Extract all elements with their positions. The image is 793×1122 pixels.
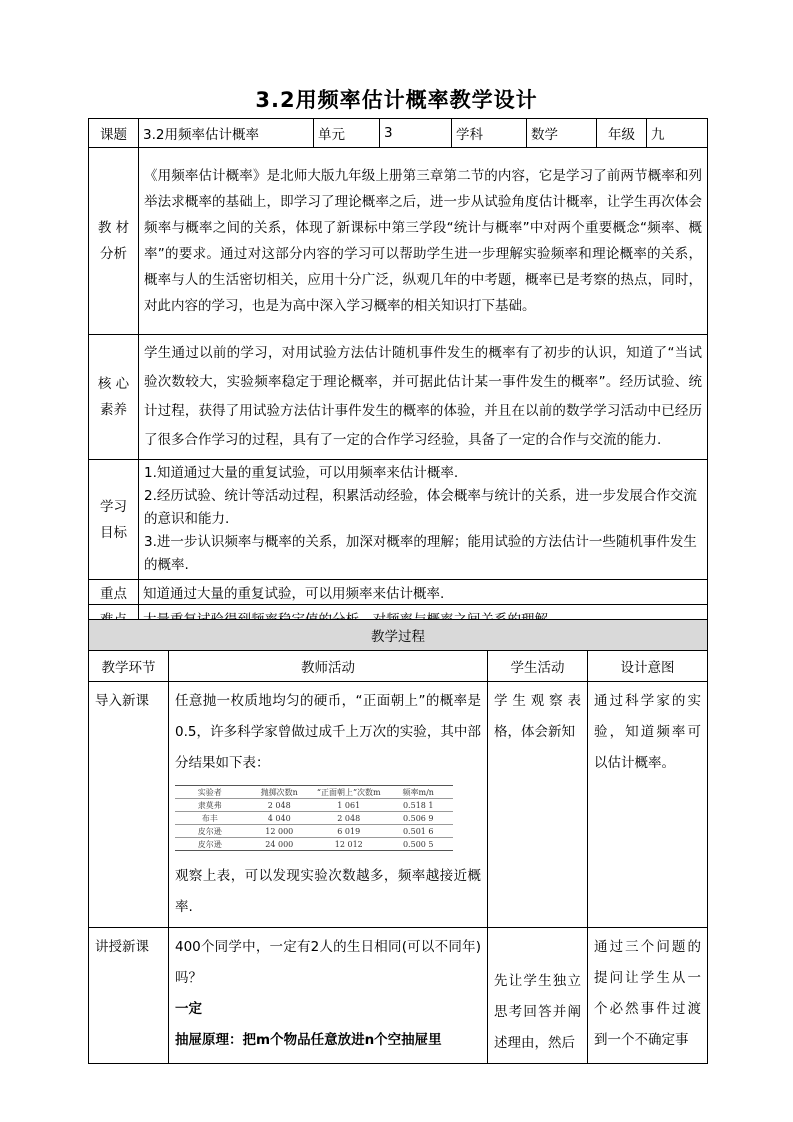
experiment-cell: 皮尔逊 bbox=[175, 825, 245, 838]
experiment-row bbox=[175, 825, 453, 838]
goals-row bbox=[89, 460, 708, 580]
teach-teacher-text-2: 一定 bbox=[175, 1001, 202, 1017]
goal-item: 3.进一步认识频率与概率的关系，加深对概率的理解；能用试验的方法估计一些随机事件发生的概率. bbox=[144, 534, 697, 573]
teach-teacher-text-1: 400个同学中，一定有2人的生日相同(可以不同年)吗？ bbox=[175, 939, 481, 986]
experiment-header: 频率m/n bbox=[384, 786, 454, 799]
literacy-row bbox=[89, 335, 708, 460]
experiment-cell: 6 019 bbox=[314, 825, 384, 838]
experiment-cell: 2 048 bbox=[314, 812, 384, 825]
process-columns-row bbox=[89, 651, 708, 682]
analysis-label bbox=[89, 148, 139, 335]
unit-label: 单元 bbox=[314, 119, 380, 148]
key-point-row bbox=[89, 580, 708, 605]
experiment-cell: 隶莫弗 bbox=[175, 799, 245, 812]
analysis-label-line-2: 分析 bbox=[100, 246, 127, 262]
teach-stage: 讲授新课 bbox=[89, 928, 169, 1064]
experiment-cell: 4 040 bbox=[245, 812, 315, 825]
analysis-row bbox=[89, 148, 708, 335]
course-label: 课题 bbox=[89, 119, 139, 148]
course-row bbox=[89, 119, 708, 148]
key-point-label: 重点 bbox=[89, 580, 139, 605]
experiment-cell: 2 048 bbox=[245, 799, 315, 812]
intro-intent: 通过科学家的实验，知道频率可以估计概率。 bbox=[588, 682, 708, 928]
experiment-cell: 布丰 bbox=[175, 812, 245, 825]
goal-item: 1.知道通过大量的重复试验，可以用频率来估计概率. bbox=[144, 465, 459, 481]
info-table bbox=[88, 118, 708, 631]
process-table bbox=[88, 619, 708, 1064]
process-header-row bbox=[89, 620, 708, 651]
intro-teacher-text-2: 观察上表，可以发现实验次数越多，频率越接近概率. bbox=[175, 868, 481, 915]
intro-teacher-text-1: 任意抛一枚质地均匀的硬币，“正面朝上”的概率是 0.5，许多科学家曾做过成千上万次的实验，其中部分结果如下表： bbox=[175, 693, 481, 771]
experiment-cell: 皮尔逊 bbox=[175, 838, 245, 851]
experiment-header: 抛掷次数n bbox=[245, 786, 315, 799]
experiment-cell: 12 000 bbox=[245, 825, 315, 838]
experiment-cell: 0.506 9 bbox=[384, 812, 454, 825]
experiment-cell: 12 012 bbox=[314, 838, 384, 851]
teach-intent: 通过三个问题的提问让学生从一个必然事件过渡到一个不确定事 bbox=[588, 928, 708, 1064]
page-title: 3.2用频率估计概率教学设计 bbox=[255, 88, 538, 112]
experiment-row bbox=[175, 812, 453, 825]
column-intent: 设计意图 bbox=[588, 651, 708, 682]
teach-row bbox=[89, 928, 708, 1064]
subject-label: 学科 bbox=[452, 119, 527, 148]
experiment-cell: 0.501 6 bbox=[384, 825, 454, 838]
course-value: 3.2用频率估计概率 bbox=[139, 119, 314, 148]
intro-teacher bbox=[169, 682, 488, 928]
teach-teacher-text-3: 抽屉原理：把m个物品任意放进n个空抽屉里 bbox=[175, 1032, 442, 1048]
process-header: 教学过程 bbox=[89, 620, 708, 651]
column-student: 学生活动 bbox=[488, 651, 588, 682]
analysis-label-line-1: 教 材 bbox=[97, 220, 130, 236]
literacy-label-line-2: 素养 bbox=[100, 402, 127, 418]
subject-value: 数学 bbox=[527, 119, 597, 148]
experiment-header: 实验者 bbox=[175, 786, 245, 799]
analysis-text: 《用频率估计概率》是北师大版九年级上册第三章第二节的内容，它是学习了前两节概率和列举法求概率的基础上，即学习了理论概率之后，进一步从试验角度估计概率，让学生再次体会频率与概率之间的关系，体现了新课标中第三学段“统计与概率”中对两个重要概念“频率、概率”的要求。通过对这部分内容的学习可以帮助学生进一步理解实验频率和理论概率的关系，概率与人的生活密切相关，应用十分广泛，纵观几年的中考题，概率已是考察的热点，同时，对此内容的学习，也是为高中深入学习概率的相关知识打下基础。 bbox=[139, 148, 708, 335]
column-stage: 教学环节 bbox=[89, 651, 169, 682]
intro-student: 学生观察表格，体会新知 bbox=[488, 682, 588, 928]
literacy-label bbox=[89, 335, 139, 460]
column-teacher: 教师活动 bbox=[169, 651, 488, 682]
grade-value: 九 bbox=[647, 119, 708, 148]
teach-student: 先让学生独立思考回答并阐述理由，然后 bbox=[488, 928, 588, 1064]
teach-teacher bbox=[169, 928, 488, 1064]
key-point-text: 知道通过大量的重复试验，可以用频率来估计概率. bbox=[139, 580, 708, 605]
experiment-header: “正面朝上”次数m bbox=[314, 786, 384, 799]
intro-stage: 导入新课 bbox=[89, 682, 169, 928]
goals-label-line-2: 目标 bbox=[100, 524, 127, 541]
experiment-cell: 1 061 bbox=[314, 799, 384, 812]
experiment-cell: 0.500 5 bbox=[384, 838, 454, 851]
goals-label-line-1: 学习 bbox=[100, 498, 127, 515]
grade-label: 年级 bbox=[597, 119, 647, 148]
experiment-cell: 0.518 1 bbox=[384, 799, 454, 812]
literacy-label-line-1: 核 心 bbox=[97, 376, 130, 392]
literacy-text: 学生通过以前的学习，对用试验方法估计随机事件发生的概率有了初步的认识，知道了“当试验次数较大，实验频率稳定于理论概率，并可据此估计某一事件发生的概率”。经历试验、统计过程，获得了用试验方法估计事件发生的概率的体验，并且在以前的数学学习活动中已经历了很多合作学习的过程，具有了一定的合作学习经验，具备了一定的合作与交流的能力. bbox=[139, 335, 708, 460]
experiment-header-row bbox=[175, 786, 453, 799]
experiment-cell: 24 000 bbox=[245, 838, 315, 851]
experiment-row bbox=[175, 799, 453, 812]
goal-item: 2.经历试验、统计等活动过程，积累活动经验，体会概率与统计的关系，进一步发展合作交流的意识和能力. bbox=[144, 488, 697, 527]
intro-row bbox=[89, 682, 708, 928]
goals-label bbox=[89, 460, 139, 580]
experiment-row bbox=[175, 838, 453, 851]
goals-list bbox=[139, 460, 708, 580]
unit-value: 3 bbox=[380, 119, 452, 148]
experiment-table bbox=[175, 785, 453, 851]
